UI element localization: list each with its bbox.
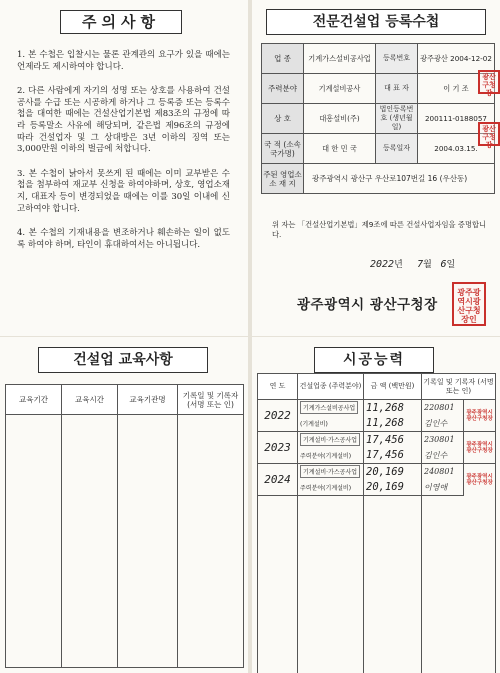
perf-amount-sub: 11,268 [364, 416, 422, 432]
perf-amount: 20,169 [364, 464, 422, 480]
perf-field [298, 464, 364, 480]
perf-field [298, 400, 364, 416]
issue-date-month: 7 [417, 259, 424, 270]
perf-seal-stamp: 광주광역시광산구청장 [464, 432, 496, 464]
notice-title: 주의사항 [60, 10, 182, 34]
edu-empty-cell [178, 415, 244, 668]
label-main-field: 주력분야 [262, 74, 304, 104]
perf-record-date: 240801 [422, 464, 464, 480]
edu-header-period: 교육기간 [6, 385, 62, 415]
perf-header-record: 기록일 및 기록자 (서명 또는 인) [422, 374, 496, 400]
perf-empty-cell [258, 496, 298, 673]
issue-date-year-unit: 년 [394, 260, 403, 270]
notice-item: 4. 본 수첩의 기재내용을 변조하거나 훼손하는 일이 없도록 하여야 하며, 타인이 휴대하여서는 아니됩니다. [17, 228, 230, 250]
rep-value: 이 기 조 [418, 74, 495, 104]
perf-year: 2022 [258, 400, 298, 432]
certification-text: 위 자는 「건설산업기본법」제9조에 따른 건설사업자임을 증명합니다. [272, 220, 487, 239]
perf-header-field: 건설업종 (주력분야) [298, 374, 364, 400]
registration-title: 전문건설업 등록수첩 [266, 9, 486, 35]
perf-field-name: 기계설비·가스공사업 [300, 433, 360, 446]
notice-item: 3. 본 수첩이 낡아서 못쓰게 된 때에는 이미 교부받은 수첩을 첨부하여 재교부 신청을 하여야하며, 상호, 영업소재지, 대표자 등이 변경되었을 때에는 이를 30일 이내에 신고하여야 합니다. [17, 168, 230, 214]
issue-date-month-unit: 월 [423, 260, 432, 270]
perf-header-amount: 금 액 (백만원) [364, 374, 422, 400]
margin-seal-stamp: 광산구청장 [478, 70, 500, 94]
issue-date-day-unit: 일 [446, 260, 456, 270]
perf-amount-sub: 20,169 [364, 480, 422, 496]
perf-signer: 김인수 [422, 416, 464, 432]
label-corp-no: 법인등록번호 (생년월일) [376, 104, 418, 134]
perf-amount: 11,268 [364, 400, 422, 416]
margin-seal-stamp: 광산구청장 [478, 122, 500, 146]
company-value: 대흥설비(주) [304, 104, 376, 134]
label-reg-date: 등록일자 [376, 134, 418, 164]
label-reg-no: 등록번호 [376, 44, 418, 74]
nationality-value: 대 한 민 국 [304, 134, 376, 164]
performance-table [257, 373, 496, 673]
address-value: 광주광역시 광산구 우산로107번길 16 (우산동) [304, 164, 495, 194]
notice-list [17, 50, 230, 264]
perf-field-sub: 주력분야(기계설비) [298, 480, 364, 496]
perf-year: 2023 [258, 432, 298, 464]
reg-no-value: 광주광산 2004-12-02 [418, 44, 495, 74]
label-company: 상 호 [262, 104, 304, 134]
perf-amount: 17,456 [364, 432, 422, 448]
issue-date [370, 257, 455, 270]
label-nationality: 국 적 (소속국가명) [262, 134, 304, 164]
registration-page [252, 0, 500, 336]
perf-signer: 이영애 [422, 480, 464, 496]
perf-seal-stamp: 광주광역시광산구청장 [464, 464, 496, 496]
corp-no-value: 200111-0188057 [418, 104, 495, 134]
edu-empty-cell [6, 415, 62, 668]
official-seal-stamp: 광주광역시광산구청장인 [452, 282, 486, 326]
performance-page [252, 337, 500, 673]
label-rep: 대 표 자 [376, 74, 418, 104]
notice-page [0, 0, 248, 336]
perf-year: 2024 [258, 464, 298, 496]
notice-item: 2. 다른 사람에게 자기의 성명 또는 상호를 사용하여 건설공사를 수급 또는 시공하게 하거나 그 등록증 또는 등록수첩을 대여한 때에는 건설산업기본법 제83조의 규정에 따라 등록말소 사유에 해당되며, 같은법 제96조의 규정에 따라 건설업자 및 그 상대방은 3년 이하의 징역 또는 3,000만원 이하의 벌금에 처합니다. [17, 86, 230, 155]
perf-field-sub: (기계설비) [298, 416, 364, 432]
perf-header-year: 연 도 [258, 374, 298, 400]
issuer-name: 광주광역시 광산구청장 [297, 297, 438, 313]
perf-seal-stamp: 광주광역시광산구청장 [464, 400, 496, 432]
notice-item: 1. 본 수첩은 입찰시는 물론 관계관의 요구가 있을 때에는 언제라도 제시하여야 합니다. [17, 50, 230, 72]
reg-date-value: 2004.03.15. [418, 134, 495, 164]
issue-date-day: 6 [440, 259, 447, 270]
issue-date-year: 2022 [370, 259, 395, 270]
industry-value: 기계가스설비공사업 [304, 44, 376, 74]
edu-header-hours: 교육시간 [62, 385, 118, 415]
perf-field-sub: 주력분야(기계설비) [298, 448, 364, 464]
label-address: 주된 영업소 소 재 지 [262, 164, 304, 194]
perf-signer: 김인수 [422, 448, 464, 464]
perf-empty-cell [364, 496, 422, 673]
label-industry: 업 종 [262, 44, 304, 74]
edu-empty-cell [62, 415, 118, 668]
edu-header-record: 기록일 및 기록자 (서명 또는 인) [178, 385, 244, 415]
perf-field [298, 432, 364, 448]
education-title: 건설업 교육사항 [38, 347, 208, 373]
perf-record-date: 220801 [422, 400, 464, 416]
perf-empty-cell [298, 496, 364, 673]
edu-header-institution: 교육기관명 [118, 385, 178, 415]
edu-empty-cell [118, 415, 178, 668]
perf-record-date: 230801 [422, 432, 464, 448]
perf-empty-cell [422, 496, 496, 673]
perf-amount-sub: 17,456 [364, 448, 422, 464]
education-page [0, 337, 248, 673]
registration-table [261, 43, 495, 194]
education-table [5, 384, 244, 668]
main-field-value: 기계설비공사 [304, 74, 376, 104]
performance-title: 시공능력 [314, 347, 434, 373]
perf-field-name: 기계가스설비공사업 [300, 401, 358, 414]
perf-field-name: 기계설비·가스공사업 [300, 465, 360, 478]
